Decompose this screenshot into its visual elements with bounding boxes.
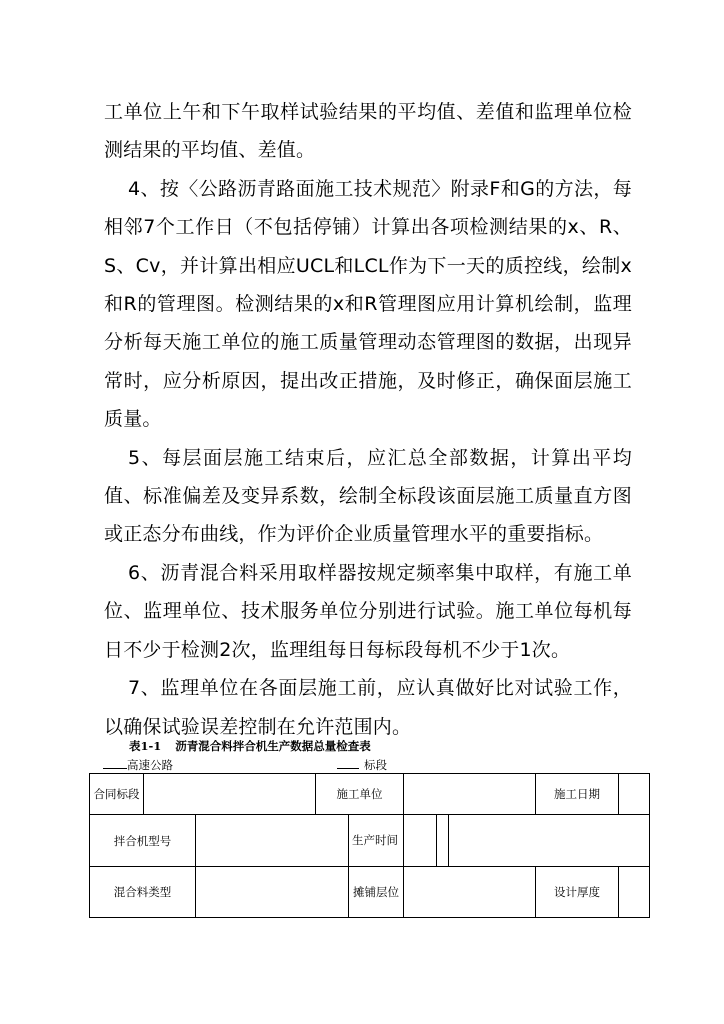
section-blank[interactable] — [337, 756, 359, 769]
design-thickness-label: 设计厚度 — [536, 867, 619, 918]
production-time-left-divider — [348, 814, 349, 866]
body-text — [104, 93, 632, 746]
paragraph-3: 5、每层面层施工结束后，应汇总全部数据，计算出平均值、标准偏差及变异系数，绘制全标段该面层施工质量直方图或正态分布曲线，作为评价企业质量管理水平的重要指标。 — [104, 446, 632, 546]
paving-layer-value[interactable] — [404, 867, 536, 918]
paragraph-5: 7、监理单位在各面层施工前，应认真做好比对试验工作，以确保试验误差控制在允许范围内。 — [104, 677, 632, 738]
section-line — [337, 756, 387, 773]
table-title: 沥青混合料拌合机生产数据总量检查表 — [175, 739, 371, 753]
production-time-label-a — [404, 815, 449, 867]
form-row-3 — [90, 867, 650, 918]
mix-type-label: 混合料类型 — [90, 867, 196, 918]
paving-layer-label: 摊铺层位 — [349, 867, 404, 918]
form-row-1 — [90, 774, 650, 815]
table-number: 表1-1 — [129, 739, 162, 753]
highway-blank[interactable] — [103, 756, 127, 769]
production-time-divider — [436, 814, 437, 866]
production-time-value[interactable] — [449, 815, 650, 867]
contract-section-label: 合同标段 — [90, 774, 144, 815]
section-label: 标段 — [364, 758, 387, 772]
paragraph-2: 4、按〈公路沥青路面施工技术规范〉附录F和G的方法，每相邻7个工作日（不包括停铺）计算出各项检测结果的x、R、S、Cv，并计算出相应UCL和LCL作为下一天的质控线，绘制x和R的管理图。检测结果的x和R管理图应用计算机绘制，监理分析每天施工单位的施工质量管理动态管理图的数据，出现异常时，应分析原因，提出改正措施，及时修正，确保面层施工质量。 — [104, 177, 632, 431]
table-caption — [129, 738, 371, 754]
paragraph-4: 6、沥青混合料采用取样器按规定频率集中取样，有施工单位、监理单位、技术服务单位分别进行试验。施工单位每机每日不少于检测2次，监理组每日每标段每机不少于1次。 — [104, 561, 632, 661]
construction-date-label: 施工日期 — [536, 774, 619, 815]
construction-unit-label: 施工单位 — [316, 774, 404, 815]
construction-unit-value[interactable] — [404, 774, 536, 815]
highway-line — [103, 756, 173, 773]
paragraph-1: 工单位上午和下午取样试验结果的平均值、差值和监理单位检测结果的平均值、差值。 — [104, 101, 632, 162]
production-time-label: 生产时间 — [352, 833, 398, 847]
design-thickness-value[interactable] — [619, 867, 650, 918]
highway-label: 高速公路 — [127, 758, 173, 772]
construction-date-value[interactable] — [619, 774, 650, 815]
mix-type-value[interactable] — [196, 867, 349, 918]
mixer-model-label: 拌合机型号 — [90, 815, 196, 867]
contract-section-value[interactable] — [144, 774, 316, 815]
